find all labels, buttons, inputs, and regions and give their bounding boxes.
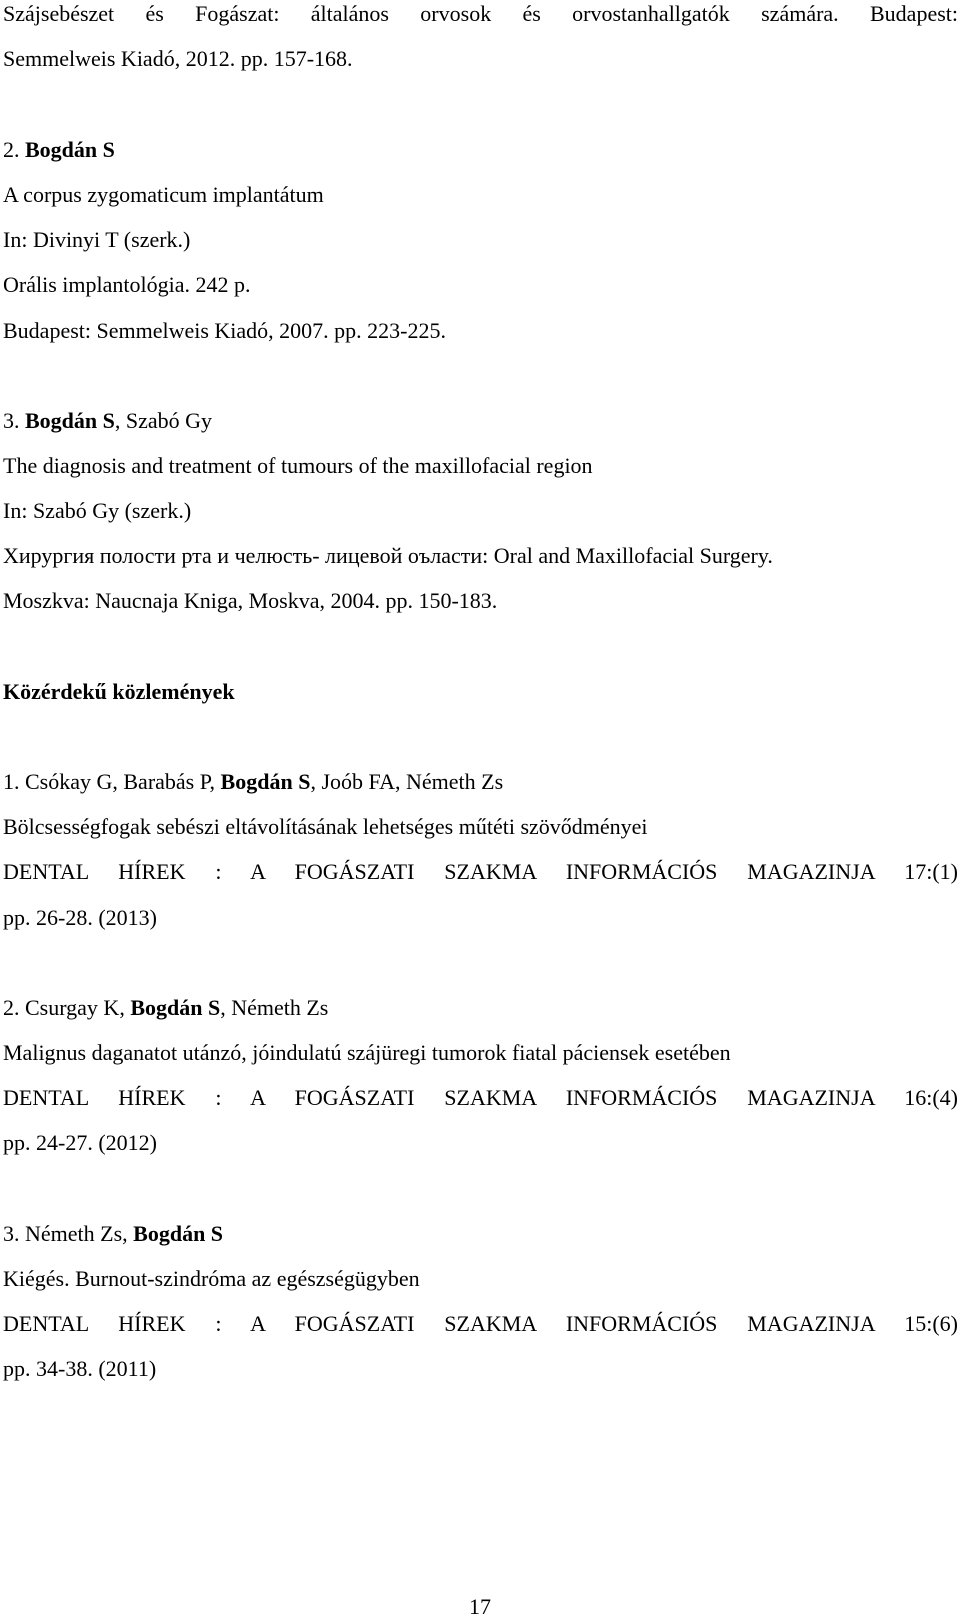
author-highlight: Bogdán S [133, 1221, 224, 1246]
authors-before: Csurgay K, [25, 995, 131, 1020]
reference-continuation-line-2: Semmelweis Kiadó, 2012. pp. 157-168. [3, 46, 353, 71]
author-highlight: Bogdán S [25, 137, 115, 162]
article-2-journal: DENTAL HÍREK : A FOGÁSZATI SZAKMA INFORMÁCIÓS MAGAZINJA 16:(4) [3, 1085, 958, 1110]
book-reference-2-authors [3, 137, 115, 163]
article-3-title: Kiégés. Burnout-szindróma az egészségügyben [3, 1266, 420, 1291]
article-1-title: Bölcsességfogak sebészi eltávolításának lehetséges műtéti szövődményei [3, 814, 648, 839]
reference-number: 2. [3, 995, 20, 1020]
book-reference-2-publisher: Budapest: Semmelweis Kiadó, 2007. pp. 223-225. [3, 318, 447, 343]
authors-before: Csókay G, Barabás P, [25, 769, 221, 794]
book-reference-2-title: A corpus zygomaticum implantátum [3, 182, 324, 207]
reference-number: 3. [3, 1221, 20, 1246]
book-reference-3-editor: In: Szabó Gy (szerk.) [3, 498, 192, 523]
author-highlight: Bogdán S [220, 769, 311, 794]
article-1-pages: pp. 26-28. (2013) [3, 905, 157, 930]
article-3-journal: DENTAL HÍREK : A FOGÁSZATI SZAKMA INFORMÁCIÓS MAGAZINJA 15:(6) [3, 1311, 958, 1336]
author-highlight: Bogdán S [130, 995, 221, 1020]
book-reference-2-book: Orális implantológia. 242 p. [3, 272, 251, 297]
book-reference-3-publisher: Moszkva: Naucnaja Kniga, Moskva, 2004. pp. 150-183. [3, 588, 498, 613]
reference-number: 2. [3, 137, 20, 162]
reference-number: 3. [3, 408, 20, 433]
article-1-journal: DENTAL HÍREK : A FOGÁSZATI SZAKMA INFORMÁCIÓS MAGAZINJA 17:(1) [3, 859, 958, 884]
section-heading: Közérdekű közlemények [3, 679, 235, 704]
article-3-authors [3, 1221, 223, 1247]
authors-after: , Németh Zs [220, 995, 329, 1020]
article-1-authors [3, 769, 503, 795]
authors-after: , Joób FA, Németh Zs [310, 769, 504, 794]
article-2-pages: pp. 24-27. (2012) [3, 1130, 157, 1155]
article-3-pages: pp. 34-38. (2011) [3, 1356, 157, 1381]
article-2-authors [3, 995, 328, 1021]
author-highlight: Bogdán S [25, 408, 115, 433]
reference-number: 1. [3, 769, 20, 794]
book-reference-3-title: The diagnosis and treatment of tumours of the maxillofacial region [3, 453, 593, 478]
article-2-title: Malignus daganatot utánzó, jóindulatú szájüregi tumorok fiatal páciensek esetében [3, 1040, 731, 1065]
book-reference-3-book: Хирургия полости рта и челюсть- лицевой оъласти: Oral and Maxillofacial Surgery. [3, 543, 773, 568]
reference-continuation-line-1: Szájsebészet és Fogászat: általános orvosok és orvostanhallgatók számára. Budapest: [3, 1, 958, 26]
authors-before: Németh Zs, [25, 1221, 134, 1246]
book-reference-2-editor: In: Divinyi T (szerk.) [3, 227, 191, 252]
author-rest: , Szabó Gy [114, 408, 213, 433]
page-number: 17 [469, 1594, 491, 1619]
book-reference-3-authors [3, 408, 212, 434]
